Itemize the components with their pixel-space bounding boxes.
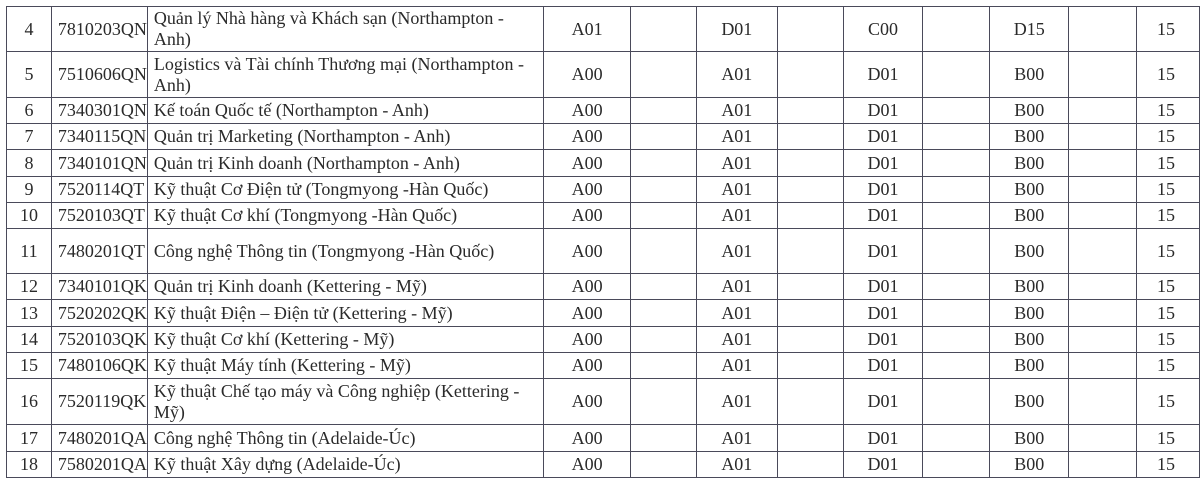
combo-1: A00 [544, 203, 631, 229]
empty-cell [631, 98, 697, 124]
table-body [7, 7, 1200, 478]
empty-cell [923, 274, 990, 300]
row-number: 6 [7, 98, 52, 124]
row-number: 5 [7, 52, 52, 98]
combo-2: A01 [696, 203, 777, 229]
empty-cell [777, 7, 843, 52]
empty-cell [631, 150, 697, 177]
combo-2: A01 [696, 452, 777, 478]
combo-2: A01 [696, 425, 777, 452]
combo-3: D01 [843, 52, 923, 98]
empty-cell [631, 452, 697, 478]
min-score: 15 [1136, 177, 1199, 203]
combo-2: D01 [696, 7, 777, 52]
table-row [7, 52, 1200, 98]
combo-2: A01 [696, 274, 777, 300]
combo-2: A01 [696, 379, 777, 425]
empty-cell [923, 327, 990, 353]
major-name: Kỹ thuật Chế tạo máy và Công nghiệp (Kettering - Mỹ) [147, 379, 543, 425]
empty-cell [631, 425, 697, 452]
min-score: 15 [1136, 52, 1199, 98]
admission-table [6, 6, 1200, 478]
major-name: Quản trị Kinh doanh (Kettering - Mỹ) [147, 274, 543, 300]
empty-cell [1069, 177, 1137, 203]
combo-3: D01 [843, 300, 923, 327]
empty-cell [1069, 300, 1137, 327]
combo-1: A00 [544, 452, 631, 478]
min-score: 15 [1136, 7, 1199, 52]
major-code: 7520103QK [51, 327, 147, 353]
major-code: 7480106QK [51, 353, 147, 379]
combo-4: B00 [990, 300, 1069, 327]
major-name: Kỹ thuật Cơ Điện tử (Tongmyong -Hàn Quốc) [147, 177, 543, 203]
empty-cell [777, 379, 843, 425]
min-score: 15 [1136, 203, 1199, 229]
combo-4: B00 [990, 327, 1069, 353]
empty-cell [777, 124, 843, 150]
combo-2: A01 [696, 229, 777, 274]
row-number: 11 [7, 229, 52, 274]
empty-cell [923, 98, 990, 124]
combo-3: C00 [843, 7, 923, 52]
row-number: 10 [7, 203, 52, 229]
combo-1: A00 [544, 327, 631, 353]
combo-3: D01 [843, 274, 923, 300]
empty-cell [631, 52, 697, 98]
empty-cell [777, 203, 843, 229]
empty-cell [631, 300, 697, 327]
major-name: Kỹ thuật Cơ khí (Kettering - Mỹ) [147, 327, 543, 353]
empty-cell [777, 52, 843, 98]
empty-cell [923, 150, 990, 177]
combo-1: A00 [544, 98, 631, 124]
empty-cell [777, 425, 843, 452]
table-row [7, 203, 1200, 229]
combo-3: D01 [843, 177, 923, 203]
major-name: Kế toán Quốc tế (Northampton - Anh) [147, 98, 543, 124]
combo-1: A00 [544, 150, 631, 177]
table-row [7, 124, 1200, 150]
combo-1: A00 [544, 300, 631, 327]
major-name: Kỹ thuật Xây dựng (Adelaide-Úc) [147, 452, 543, 478]
major-code: 7520202QK [51, 300, 147, 327]
min-score: 15 [1136, 124, 1199, 150]
combo-3: D01 [843, 379, 923, 425]
combo-1: A00 [544, 274, 631, 300]
combo-1: A00 [544, 229, 631, 274]
combo-1: A00 [544, 379, 631, 425]
table-row [7, 229, 1200, 274]
min-score: 15 [1136, 300, 1199, 327]
empty-cell [1069, 203, 1137, 229]
empty-cell [1069, 353, 1137, 379]
combo-1: A00 [544, 177, 631, 203]
combo-3: D01 [843, 425, 923, 452]
major-code: 7580201QA [51, 452, 147, 478]
row-number: 16 [7, 379, 52, 425]
table-row [7, 300, 1200, 327]
combo-2: A01 [696, 177, 777, 203]
table-row [7, 353, 1200, 379]
major-code: 7520103QT [51, 203, 147, 229]
min-score: 15 [1136, 425, 1199, 452]
empty-cell [1069, 98, 1137, 124]
major-name: Công nghệ Thông tin (Tongmyong -Hàn Quốc) [147, 229, 543, 274]
combo-3: D01 [843, 203, 923, 229]
combo-1: A00 [544, 353, 631, 379]
empty-cell [923, 379, 990, 425]
major-code: 7340101QK [51, 274, 147, 300]
combo-4: B00 [990, 203, 1069, 229]
empty-cell [777, 274, 843, 300]
major-code: 7340101QN [51, 150, 147, 177]
empty-cell [923, 7, 990, 52]
combo-4: B00 [990, 274, 1069, 300]
combo-3: D01 [843, 452, 923, 478]
empty-cell [777, 353, 843, 379]
row-number: 7 [7, 124, 52, 150]
table-row [7, 98, 1200, 124]
combo-3: D01 [843, 327, 923, 353]
min-score: 15 [1136, 379, 1199, 425]
min-score: 15 [1136, 98, 1199, 124]
combo-3: D01 [843, 353, 923, 379]
empty-cell [923, 124, 990, 150]
row-number: 9 [7, 177, 52, 203]
empty-cell [1069, 379, 1137, 425]
combo-2: A01 [696, 98, 777, 124]
table-row [7, 150, 1200, 177]
min-score: 15 [1136, 327, 1199, 353]
empty-cell [1069, 150, 1137, 177]
combo-4: D15 [990, 7, 1069, 52]
combo-3: D01 [843, 229, 923, 274]
table-row [7, 274, 1200, 300]
row-number: 15 [7, 353, 52, 379]
empty-cell [1069, 229, 1137, 274]
major-code: 7510606QN [51, 52, 147, 98]
combo-4: B00 [990, 124, 1069, 150]
row-number: 17 [7, 425, 52, 452]
empty-cell [777, 150, 843, 177]
major-code: 7520114QT [51, 177, 147, 203]
combo-4: B00 [990, 425, 1069, 452]
major-code: 7340115QN [51, 124, 147, 150]
min-score: 15 [1136, 150, 1199, 177]
table-row [7, 177, 1200, 203]
combo-3: D01 [843, 124, 923, 150]
combo-3: D01 [843, 98, 923, 124]
table-row [7, 379, 1200, 425]
combo-4: B00 [990, 150, 1069, 177]
table-row [7, 327, 1200, 353]
empty-cell [923, 452, 990, 478]
empty-cell [631, 177, 697, 203]
min-score: 15 [1136, 353, 1199, 379]
combo-2: A01 [696, 353, 777, 379]
empty-cell [777, 177, 843, 203]
major-name: Quản trị Kinh doanh (Northampton - Anh) [147, 150, 543, 177]
combo-1: A00 [544, 425, 631, 452]
combo-1: A00 [544, 124, 631, 150]
empty-cell [631, 327, 697, 353]
min-score: 15 [1136, 229, 1199, 274]
row-number: 13 [7, 300, 52, 327]
combo-4: B00 [990, 452, 1069, 478]
major-code: 7480201QT [51, 229, 147, 274]
major-code: 7340301QN [51, 98, 147, 124]
empty-cell [1069, 327, 1137, 353]
min-score: 15 [1136, 452, 1199, 478]
combo-4: B00 [990, 229, 1069, 274]
empty-cell [777, 229, 843, 274]
major-name: Kỹ thuật Cơ khí (Tongmyong -Hàn Quốc) [147, 203, 543, 229]
table-row [7, 452, 1200, 478]
empty-cell [631, 124, 697, 150]
table-row [7, 7, 1200, 52]
major-code: 7480201QA [51, 425, 147, 452]
empty-cell [923, 52, 990, 98]
empty-cell [777, 98, 843, 124]
combo-4: B00 [990, 177, 1069, 203]
row-number: 8 [7, 150, 52, 177]
major-name: Công nghệ Thông tin (Adelaide-Úc) [147, 425, 543, 452]
min-score: 15 [1136, 274, 1199, 300]
combo-2: A01 [696, 52, 777, 98]
empty-cell [777, 327, 843, 353]
major-name: Logistics và Tài chính Thương mại (Northampton - Anh) [147, 52, 543, 98]
empty-cell [631, 353, 697, 379]
combo-4: B00 [990, 379, 1069, 425]
empty-cell [777, 452, 843, 478]
empty-cell [631, 229, 697, 274]
row-number: 18 [7, 452, 52, 478]
empty-cell [631, 379, 697, 425]
empty-cell [631, 203, 697, 229]
major-code: 7520119QK [51, 379, 147, 425]
empty-cell [923, 425, 990, 452]
major-name: Kỹ thuật Điện – Điện tử (Kettering - Mỹ) [147, 300, 543, 327]
combo-4: B00 [990, 98, 1069, 124]
empty-cell [1069, 52, 1137, 98]
empty-cell [923, 177, 990, 203]
empty-cell [631, 7, 697, 52]
table-row [7, 425, 1200, 452]
empty-cell [923, 203, 990, 229]
combo-2: A01 [696, 327, 777, 353]
empty-cell [777, 300, 843, 327]
empty-cell [631, 274, 697, 300]
empty-cell [1069, 452, 1137, 478]
major-name: Quản trị Marketing (Northampton - Anh) [147, 124, 543, 150]
major-name: Kỹ thuật Máy tính (Kettering - Mỹ) [147, 353, 543, 379]
empty-cell [1069, 7, 1137, 52]
empty-cell [923, 300, 990, 327]
combo-2: A01 [696, 300, 777, 327]
empty-cell [923, 229, 990, 274]
combo-4: B00 [990, 353, 1069, 379]
combo-2: A01 [696, 124, 777, 150]
major-name: Quản lý Nhà hàng và Khách sạn (Northampton - Anh) [147, 7, 543, 52]
row-number: 12 [7, 274, 52, 300]
combo-3: D01 [843, 150, 923, 177]
row-number: 14 [7, 327, 52, 353]
empty-cell [1069, 124, 1137, 150]
combo-4: B00 [990, 52, 1069, 98]
combo-1: A00 [544, 52, 631, 98]
empty-cell [923, 353, 990, 379]
empty-cell [1069, 274, 1137, 300]
combo-1: A01 [544, 7, 631, 52]
row-number: 4 [7, 7, 52, 52]
empty-cell [1069, 425, 1137, 452]
combo-2: A01 [696, 150, 777, 177]
major-code: 7810203QN [51, 7, 147, 52]
